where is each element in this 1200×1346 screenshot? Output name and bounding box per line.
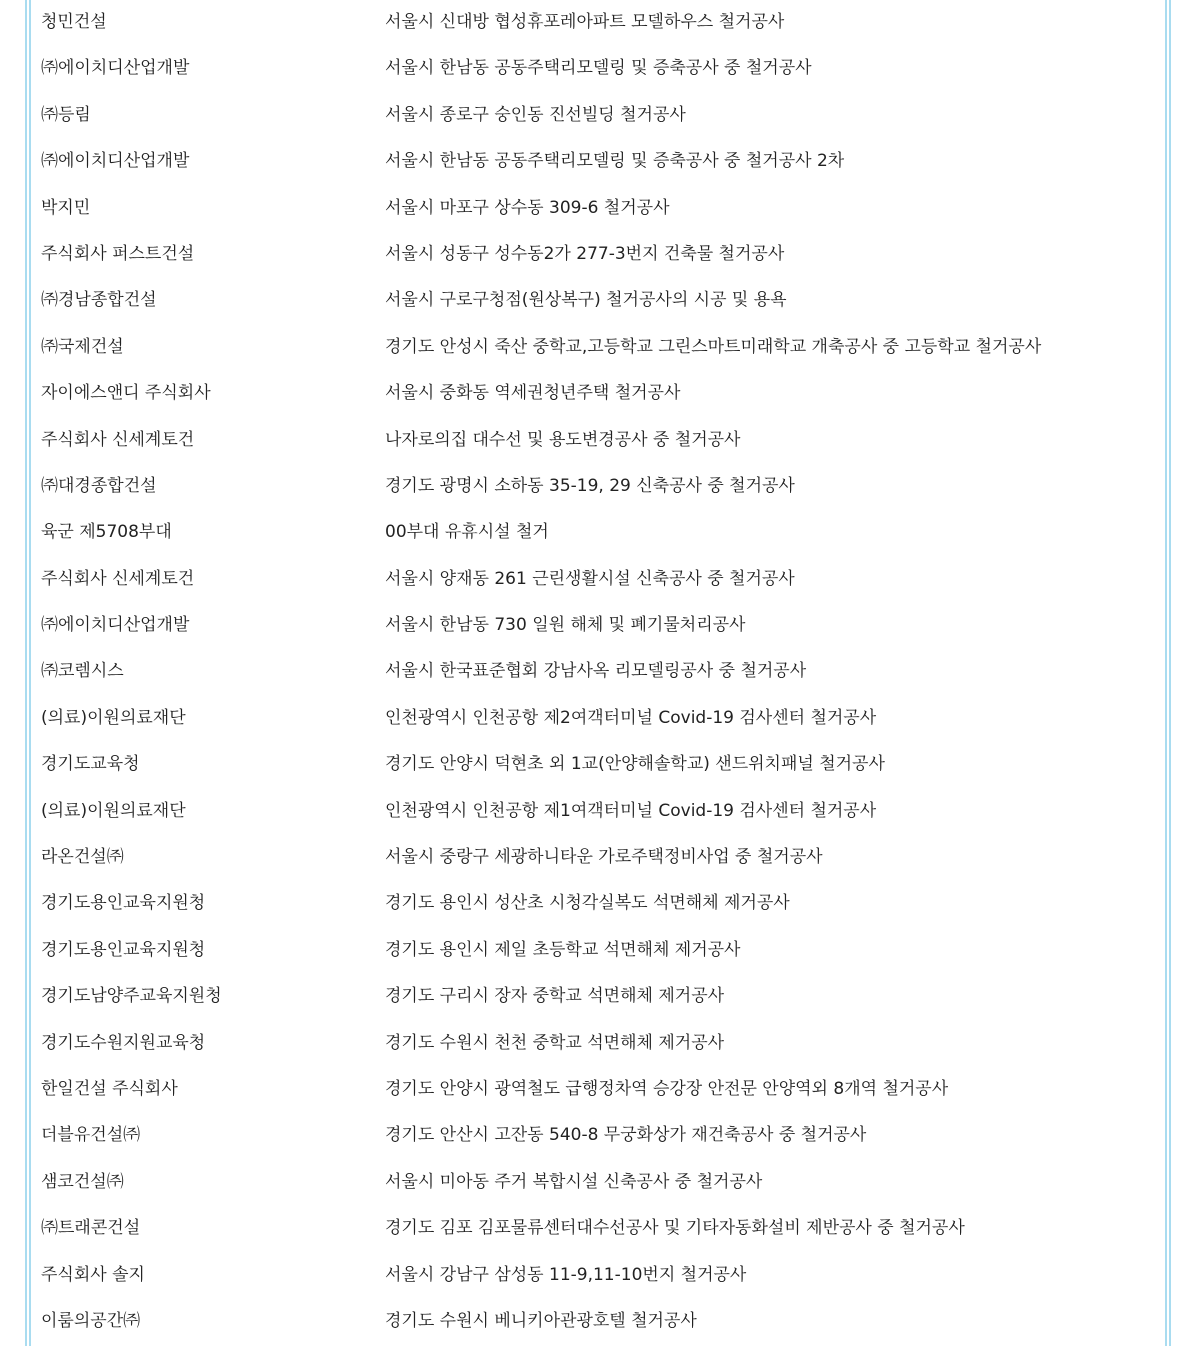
- record-row: [0, 789, 1200, 835]
- record-row: [0, 1160, 1200, 1206]
- project-description: 경기도 김포 김포물류센터대수선공사 및 기타자동화설비 제반공사 중 철거공사: [385, 1218, 965, 1239]
- client-name: 경기도용인교육지원청: [41, 893, 206, 914]
- client-name: ㈜트래콘건설: [41, 1218, 141, 1239]
- client-name: ㈜코렘시스: [41, 661, 124, 682]
- client-name: ㈜에이치디산업개발: [41, 615, 190, 636]
- record-row: [0, 974, 1200, 1020]
- client-name: 이룸의공간㈜: [41, 1310, 141, 1331]
- record-row: [0, 186, 1200, 232]
- project-description: 서울시 구로구청점(원상복구) 철거공사의 시공 및 용욕: [385, 290, 787, 311]
- record-row: [0, 557, 1200, 603]
- record-row: [0, 928, 1200, 974]
- client-name: ㈜에이치디산업개발: [41, 151, 190, 172]
- record-row: [0, 1206, 1200, 1252]
- client-name: 한일건설 주식회사: [41, 1078, 178, 1099]
- record-row: [0, 742, 1200, 788]
- project-description: 나자로의집 대수선 및 용도변경공사 중 철거공사: [385, 429, 741, 450]
- project-description: 경기도 안양시 광역철도 급행정차역 승강장 안전문 안양역외 8개역 철거공사: [385, 1078, 949, 1099]
- record-row: [0, 325, 1200, 371]
- client-name: 라온건설㈜: [41, 847, 124, 868]
- client-name: 경기도수원지원교육청: [41, 1032, 206, 1053]
- project-description: 경기도 용인시 성산초 시청각실복도 석면해체 제거공사: [385, 893, 790, 914]
- record-row: [0, 418, 1200, 464]
- project-description: 경기도 수원시 베니키아관광호텔 철거공사: [385, 1310, 697, 1331]
- record-row: [0, 1299, 1200, 1345]
- client-name: 주식회사 솔지: [41, 1264, 145, 1285]
- client-name: ㈜에이치디산업개발: [41, 58, 190, 79]
- client-name: 더블유건설㈜: [41, 1125, 141, 1146]
- project-description: 서울시 신대방 협성휴포레아파트 모델하우스 철거공사: [385, 12, 785, 32]
- project-description: 경기도 광명시 소하동 35-19, 29 신축공사 중 철거공사: [385, 475, 795, 496]
- record-row: [0, 0, 1200, 46]
- record-row: [0, 1113, 1200, 1159]
- record-row: [0, 1253, 1200, 1299]
- project-description: 서울시 종로구 숭인동 진선빌딩 철거공사: [385, 104, 686, 125]
- record-row: [0, 464, 1200, 510]
- project-description: 경기도 안성시 죽산 중학교,고등학교 그린스마트미래학교 개축공사 중 고등학교 철거공사: [385, 336, 1042, 357]
- project-description: 서울시 중화동 역세권청년주택 철거공사: [385, 383, 681, 404]
- record-row: [0, 1067, 1200, 1113]
- record-row: [0, 649, 1200, 695]
- project-description: 서울시 미아동 주거 복합시설 신축공사 중 철거공사: [385, 1171, 763, 1192]
- project-description: 서울시 한남동 730 일원 해체 및 폐기물처리공사: [385, 615, 746, 636]
- record-row: [0, 603, 1200, 649]
- project-description: 서울시 한남동 공동주택리모델링 및 증축공사 중 철거공사 2차: [385, 151, 845, 172]
- project-description: 서울시 강남구 삼성동 11-9,11-10번지 철거공사: [385, 1264, 747, 1285]
- record-row: [0, 93, 1200, 139]
- project-description: 서울시 한남동 공동주택리모델링 및 증축공사 중 철거공사: [385, 58, 812, 79]
- record-row: [0, 232, 1200, 278]
- client-name: 청민건설: [41, 12, 107, 32]
- client-name: 육군 제5708부대: [41, 522, 172, 543]
- client-name: 박지민: [41, 197, 91, 218]
- project-description: 경기도 수원시 천천 중학교 석면해체 제거공사: [385, 1032, 725, 1053]
- record-row: [0, 371, 1200, 417]
- project-description: 인천광역시 인천공항 제2여객터미널 Covid-19 검사센터 철거공사: [385, 707, 877, 728]
- client-name: 주식회사 신세계토건: [41, 568, 195, 589]
- project-description: 서울시 중랑구 세광하니타운 가로주택정비사업 중 철거공사: [385, 847, 823, 868]
- record-row: [0, 278, 1200, 324]
- client-name: 샘코건설㈜: [41, 1171, 124, 1192]
- project-description: 경기도 구리시 장자 중학교 석면해체 제거공사: [385, 986, 725, 1007]
- record-row: [0, 696, 1200, 742]
- record-row: [0, 46, 1200, 92]
- record-row: [0, 139, 1200, 185]
- project-description: 경기도 용인시 제일 초등학교 석면해체 제거공사: [385, 939, 741, 960]
- record-row: [0, 835, 1200, 881]
- record-row: [0, 510, 1200, 556]
- client-name: ㈜대경종합건설: [41, 475, 157, 496]
- client-name: ㈜등림: [41, 104, 91, 125]
- project-description: 서울시 한국표준협회 강남사옥 리모델링공사 중 철거공사: [385, 661, 807, 682]
- project-description: 경기도 안양시 덕현초 외 1교(안양해솔학교) 샌드위치패널 철거공사: [385, 754, 885, 775]
- project-description: 서울시 마포구 상수동 309-6 철거공사: [385, 197, 670, 218]
- client-name: ㈜경남종합건설: [41, 290, 157, 311]
- client-name: ㈜국제건설: [41, 336, 124, 357]
- client-name: 자이에스앤디 주식회사: [41, 383, 211, 404]
- record-row: [0, 881, 1200, 927]
- record-row: [0, 1021, 1200, 1067]
- client-name: (의료)이원의료재단: [41, 800, 186, 821]
- project-description: 경기도 안산시 고잔동 540-8 무궁화상가 재건축공사 중 철거공사: [385, 1125, 867, 1146]
- client-name: 주식회사 신세계토건: [41, 429, 195, 450]
- project-description: 인천광역시 인천공항 제1여객터미널 Covid-19 검사센터 철거공사: [385, 800, 877, 821]
- client-name: 경기도용인교육지원청: [41, 939, 206, 960]
- project-description: 서울시 성동구 성수동2가 277-3번지 건축물 철거공사: [385, 243, 785, 264]
- client-name: 경기도교육청: [41, 754, 140, 775]
- client-name: (의료)이원의료재단: [41, 707, 186, 728]
- client-name: 경기도남양주교육지원청: [41, 986, 222, 1007]
- project-description: 00부대 유휴시설 철거: [385, 522, 549, 543]
- client-name: 주식회사 퍼스트건설: [41, 243, 195, 264]
- project-description: 서울시 양재동 261 근린생활시설 신축공사 중 철거공사: [385, 568, 795, 589]
